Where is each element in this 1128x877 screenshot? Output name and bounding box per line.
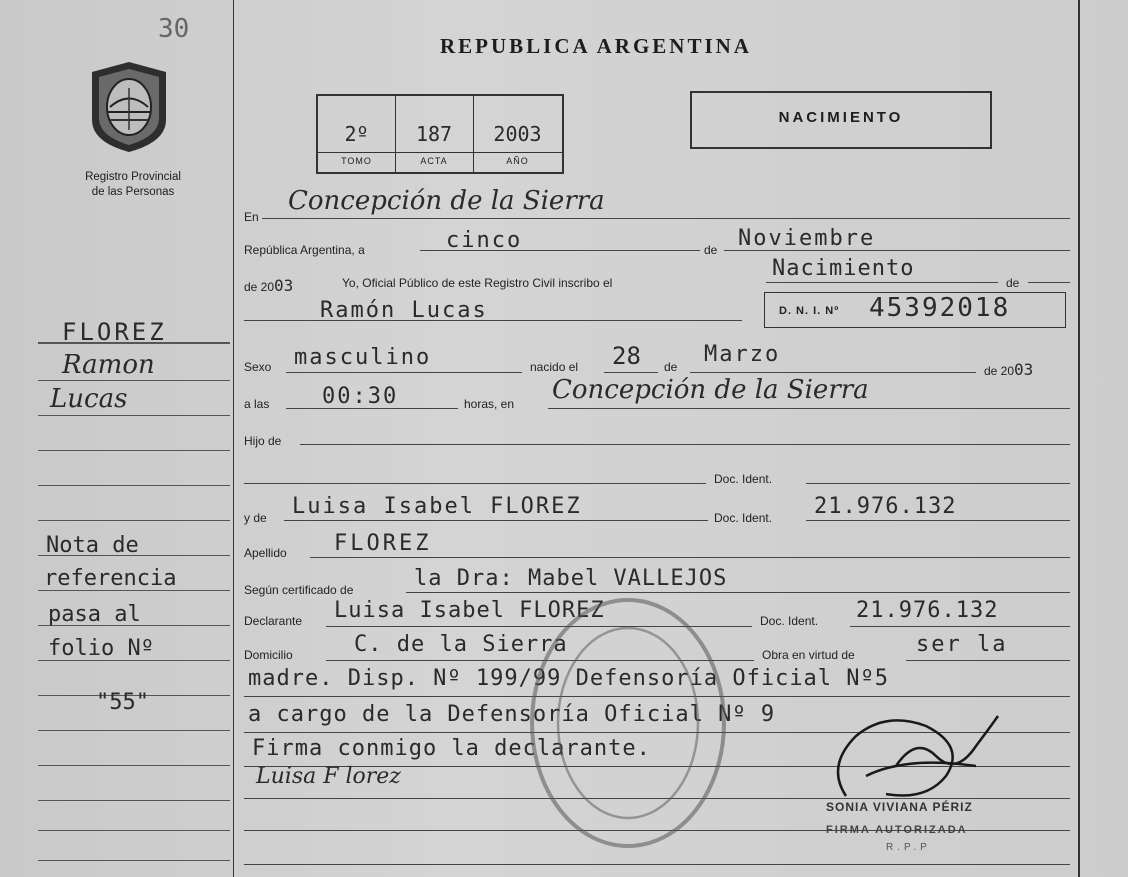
horas-label: horas, en	[464, 397, 515, 411]
de-label-2: de	[1006, 276, 1020, 290]
alas-label: a las	[244, 397, 270, 411]
birth-year: 03	[1014, 360, 1034, 379]
margin-given-name-1: Ramon	[62, 350, 155, 380]
dni-label: D. N. I. Nº	[779, 305, 840, 317]
time-value: 00:30	[322, 384, 399, 409]
continuation-line-2: a cargo de la Defensoría Oficial Nº 9	[248, 702, 776, 727]
birth-year-prefix: de 2003	[984, 360, 1034, 379]
sexo-label: Sexo	[244, 360, 272, 374]
domicilio-label: Domicilio	[244, 648, 293, 662]
place-value: Concepción de la Sierra	[552, 375, 869, 405]
obra-label: Obra en virtud de	[762, 648, 855, 662]
en-label: En	[244, 210, 259, 224]
domicilio-value: C. de la Sierra	[354, 632, 568, 657]
country-header: REPUBLICA ARGENTINA	[440, 34, 752, 58]
official-stamp-abbr: R.P.P	[886, 842, 931, 853]
en-value: Concepción de la Sierra	[288, 186, 605, 216]
act-number-box	[316, 94, 564, 174]
acta-value: 187	[415, 122, 453, 146]
margin-note-line3: pasa al	[48, 602, 141, 627]
acta-label: ACTA	[420, 156, 448, 166]
column-divider-left	[233, 0, 234, 877]
name-value: Ramón Lucas	[320, 298, 488, 323]
margin-surname: FLOREZ	[62, 318, 167, 346]
year-value: 03	[274, 276, 294, 295]
day-value: cinco	[446, 228, 523, 253]
registry-name-line1: Registro Provincial	[85, 171, 181, 183]
tomo-value: 2º	[344, 122, 369, 146]
doc-ident-label-3: Doc. Ident.	[760, 614, 819, 628]
continuation-line-1: madre. Disp. Nº 199/99 Defensoría Oficial Nº5	[248, 666, 890, 691]
margin-note-line5: "55"	[96, 690, 149, 715]
segun-label: Según certificado de	[244, 583, 354, 597]
sexo-value: masculino	[294, 345, 432, 370]
margin-note-line4: folio Nº	[48, 636, 154, 661]
mother-value: Luisa Isabel FLOREZ	[292, 494, 582, 519]
de-label-1: de	[704, 243, 718, 257]
obra-value: ser la	[916, 632, 1008, 657]
round-stamp-icon	[528, 596, 728, 850]
hijo-label: Hijo de	[244, 434, 282, 448]
year-prefix: de 2003	[244, 276, 294, 295]
registry-name-line2: de las Personas	[91, 186, 175, 198]
month-value: Noviembre	[738, 226, 876, 251]
document-type-box	[690, 91, 992, 149]
registry-name	[40, 170, 226, 200]
margin-note-line1: Nota de	[46, 533, 139, 558]
birth-day: 28	[612, 342, 641, 370]
republica-label: República Argentina, a	[244, 243, 365, 257]
declarant-signature: Luisa F lorez	[256, 764, 401, 789]
ano-value: 2003	[493, 122, 542, 146]
birth-month: Marzo	[704, 342, 781, 367]
mother-doc: 21.976.132	[814, 494, 957, 519]
doc-ident-label-1: Doc. Ident.	[714, 472, 773, 486]
de-label-3: de	[664, 360, 678, 374]
tomo-label: TOMO	[341, 156, 372, 166]
apellido-label: Apellido	[244, 546, 287, 560]
official-stamp-title: FIRMA AUTORIZADA	[826, 824, 968, 836]
act-value: Nacimiento	[772, 256, 915, 281]
margin-given-name-2: Lucas	[50, 384, 128, 414]
official-stamp-name: SONIA VIVIANA PÉRIZ	[826, 800, 973, 814]
nacido-label: nacido el	[530, 360, 579, 374]
column-divider-right	[1078, 0, 1080, 877]
margin-note-line2: referencia	[44, 566, 177, 591]
ano-label: AÑO	[506, 156, 529, 166]
official-signature-icon	[826, 706, 1006, 806]
folio-number: 30	[158, 14, 190, 44]
doc-ident-label-2: Doc. Ident.	[714, 511, 773, 525]
declarante-label: Declarante	[244, 614, 303, 628]
yde-label: y de	[244, 511, 267, 525]
declarante-doc: 21.976.132	[856, 598, 999, 623]
cert-value: la Dra: Mabel VALLEJOS	[414, 566, 728, 591]
declarante-value: Luisa Isabel FLOREZ	[334, 598, 605, 623]
dni-value: 45392018	[869, 293, 1011, 323]
seal-icon	[88, 60, 170, 154]
dni-box	[764, 292, 1066, 328]
continuation-line-3: Firma conmigo la declarante.	[252, 736, 651, 761]
apellido-value: FLOREZ	[334, 531, 432, 556]
document-type: NACIMIENTO	[778, 109, 904, 126]
official-text: Yo, Oficial Público de este Registro Civil inscribo el	[342, 276, 613, 290]
